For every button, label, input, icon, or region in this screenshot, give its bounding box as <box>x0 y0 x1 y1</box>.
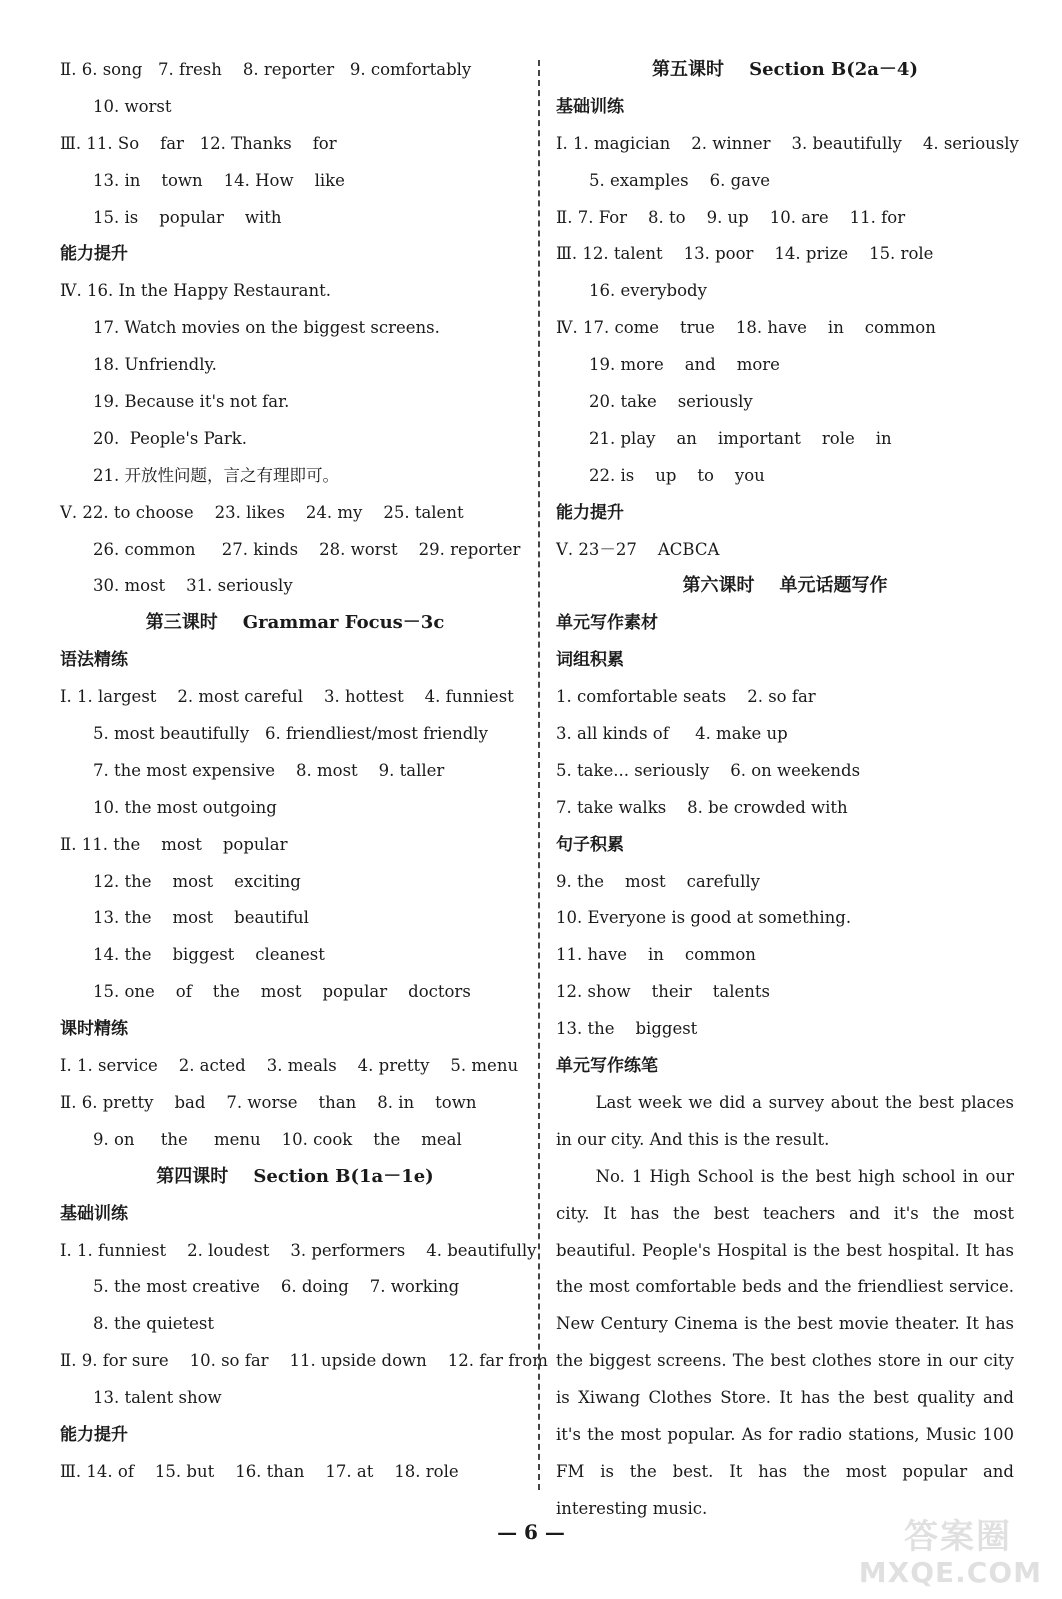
section-heading: 基础训练 <box>60 1203 128 1224</box>
answer-line: 9. on the menu 10. cook the meal <box>93 1129 462 1149</box>
lesson-heading: 第五课时 Section B(2a－4) <box>652 59 918 80</box>
answer-line: 10. worst <box>93 96 172 116</box>
answer-line: 15. is popular with <box>93 207 282 227</box>
answer-line: 7. the most expensive 8. most 9. taller <box>93 760 445 780</box>
answer-line: 8. the quietest <box>93 1314 214 1334</box>
section-heading: 单元写作练笔 <box>556 1056 658 1077</box>
answer-line: Ⅳ. 16. In the Happy Restaurant. <box>60 281 332 301</box>
answer-line: Ⅲ. 11. So far 12. Thanks for <box>60 133 337 153</box>
answer-line: Ⅰ. 1. funniest 2. loudest 3. performers 4. beautifully <box>60 1240 537 1260</box>
left-column <box>60 52 548 1491</box>
lesson-heading: 第六课时 单元话题写作 <box>682 575 888 597</box>
answer-line: 22. is up to you <box>589 465 765 485</box>
answer-line: Ⅲ. 12. talent 13. poor 14. prize 15. role <box>556 244 934 264</box>
answer-line: Ⅱ. 9. for sure 10. so far 11. upside down 12. far from <box>60 1351 548 1371</box>
answer-line: 10. the most outgoing <box>93 797 277 817</box>
answer-line: 21. 开放性问题，言之有理即可。 <box>93 465 339 485</box>
answer-line: 1. comfortable seats 2. so far <box>556 687 816 707</box>
answer-line: 13. in town 14. How like <box>93 170 345 190</box>
answer-line: Ⅰ. 1. magician 2. winner 3. beautifully 4. seriously <box>556 133 1019 153</box>
section-heading: 课时精练 <box>60 1019 128 1040</box>
site-watermark-logo <box>852 1509 1042 1589</box>
answer-line: 18. Unfriendly. <box>93 355 217 375</box>
answer-line: 16. everybody <box>589 281 707 301</box>
section-heading: 能力提升 <box>60 1424 128 1445</box>
answer-line: 11. have in common <box>556 945 756 965</box>
essay-paragraph: No. 1 High School is the best high school in our city. It has the best teachers and it's the most beautiful. People's Hospital is the best hospital. It has the most comfortable beds and the friendliest service. New Century Cinema is the best movie theater. It has the biggest screens. The best clothes store in our city is Xiwang Clothes Store. It has the best quality and it's the most popular. As for radio stations, Music 100 FM is the best. It has the most popular and interesting music. <box>556 1166 1014 1518</box>
answer-line: 17. Watch movies on the biggest screens. <box>93 318 440 338</box>
answer-line: Ⅰ. 1. service 2. acted 3. meals 4. pretty 5. menu <box>60 1056 519 1076</box>
answer-line: 12. show their talents <box>556 982 771 1002</box>
answer-line: Ⅱ. 11. the most popular <box>60 834 288 854</box>
answer-line: Ⅴ. 23－27 ACBCA <box>556 539 720 559</box>
page-number: — 6 — <box>497 1520 565 1544</box>
answer-line: Ⅲ. 14. of 15. but 16. than 17. at 18. role <box>60 1461 459 1481</box>
answer-line: 3. all kinds of 4. make up <box>556 724 788 744</box>
answer-line: 13. the biggest <box>556 1019 698 1039</box>
section-heading: 词组积累 <box>556 650 624 671</box>
answer-line: 20. People's Park. <box>93 428 247 448</box>
right-column <box>556 52 1019 1528</box>
answer-line: Ⅳ. 17. come true 18. have in common <box>556 318 936 338</box>
answer-line: Ⅱ. 6. song 7. fresh 8. reporter 9. comfortably <box>60 60 472 79</box>
answer-line: 26. common 27. kinds 28. worst 29. reporter <box>93 539 521 559</box>
answer-line: 9. the most carefully <box>556 871 760 891</box>
answer-line: Ⅱ. 6. pretty bad 7. worse than 8. in town <box>60 1092 477 1112</box>
section-heading: 句子积累 <box>556 834 624 855</box>
answer-line: Ⅴ. 22. to choose 23. likes 24. my 25. talent <box>60 502 464 522</box>
section-heading: 能力提升 <box>556 502 624 523</box>
answer-line: 5. examples 6. gave <box>589 170 771 190</box>
answer-line: 20. take seriously <box>589 392 753 412</box>
answer-line: 5. the most creative 6. doing 7. working <box>93 1277 460 1297</box>
answer-line: 12. the most exciting <box>93 871 301 891</box>
answer-line: 10. Everyone is good at something. <box>556 908 852 928</box>
answer-line: 13. talent show <box>93 1388 222 1408</box>
answer-line: 19. Because it's not far. <box>93 392 290 412</box>
answer-line: 19. more and more <box>589 355 780 375</box>
lesson-heading: 第四课时 Section B(1a－1e) <box>156 1165 434 1187</box>
answer-line: 13. the most beautiful <box>93 908 309 928</box>
answer-line: 7. take walks 8. be crowded with <box>556 797 848 817</box>
section-heading: 语法精练 <box>60 650 128 671</box>
watermark-text: 答案圈 <box>904 1517 1012 1557</box>
answer-line: 15. one of the most popular doctors <box>93 982 471 1002</box>
answer-line: Ⅰ. 1. largest 2. most careful 3. hottest 4. funniest <box>60 687 514 707</box>
column-divider <box>538 60 540 1490</box>
essay-paragraph: Last week we did a survey about the best places in our city. And this is the result. <box>556 1092 1014 1149</box>
section-heading: 能力提升 <box>60 244 128 265</box>
section-heading: 单元写作素材 <box>556 613 658 634</box>
answer-line: 5. most beautifully 6. friendliest/most friendly <box>93 724 488 744</box>
answer-line: 30. most 31. seriously <box>93 576 293 596</box>
answer-line: Ⅱ. 7. For 8. to 9. up 10. are 11. for <box>556 207 906 227</box>
section-heading: 基础训练 <box>556 96 624 117</box>
lesson-heading: 第三课时 Grammar Focus－3c <box>145 612 445 634</box>
watermark-url: MXQE.COM <box>858 1556 1042 1589</box>
answer-line: 14. the biggest cleanest <box>93 945 325 965</box>
answer-line: 5. take... seriously 6. on weekends <box>556 760 861 780</box>
answer-line: 21. play an important role in <box>589 428 892 448</box>
